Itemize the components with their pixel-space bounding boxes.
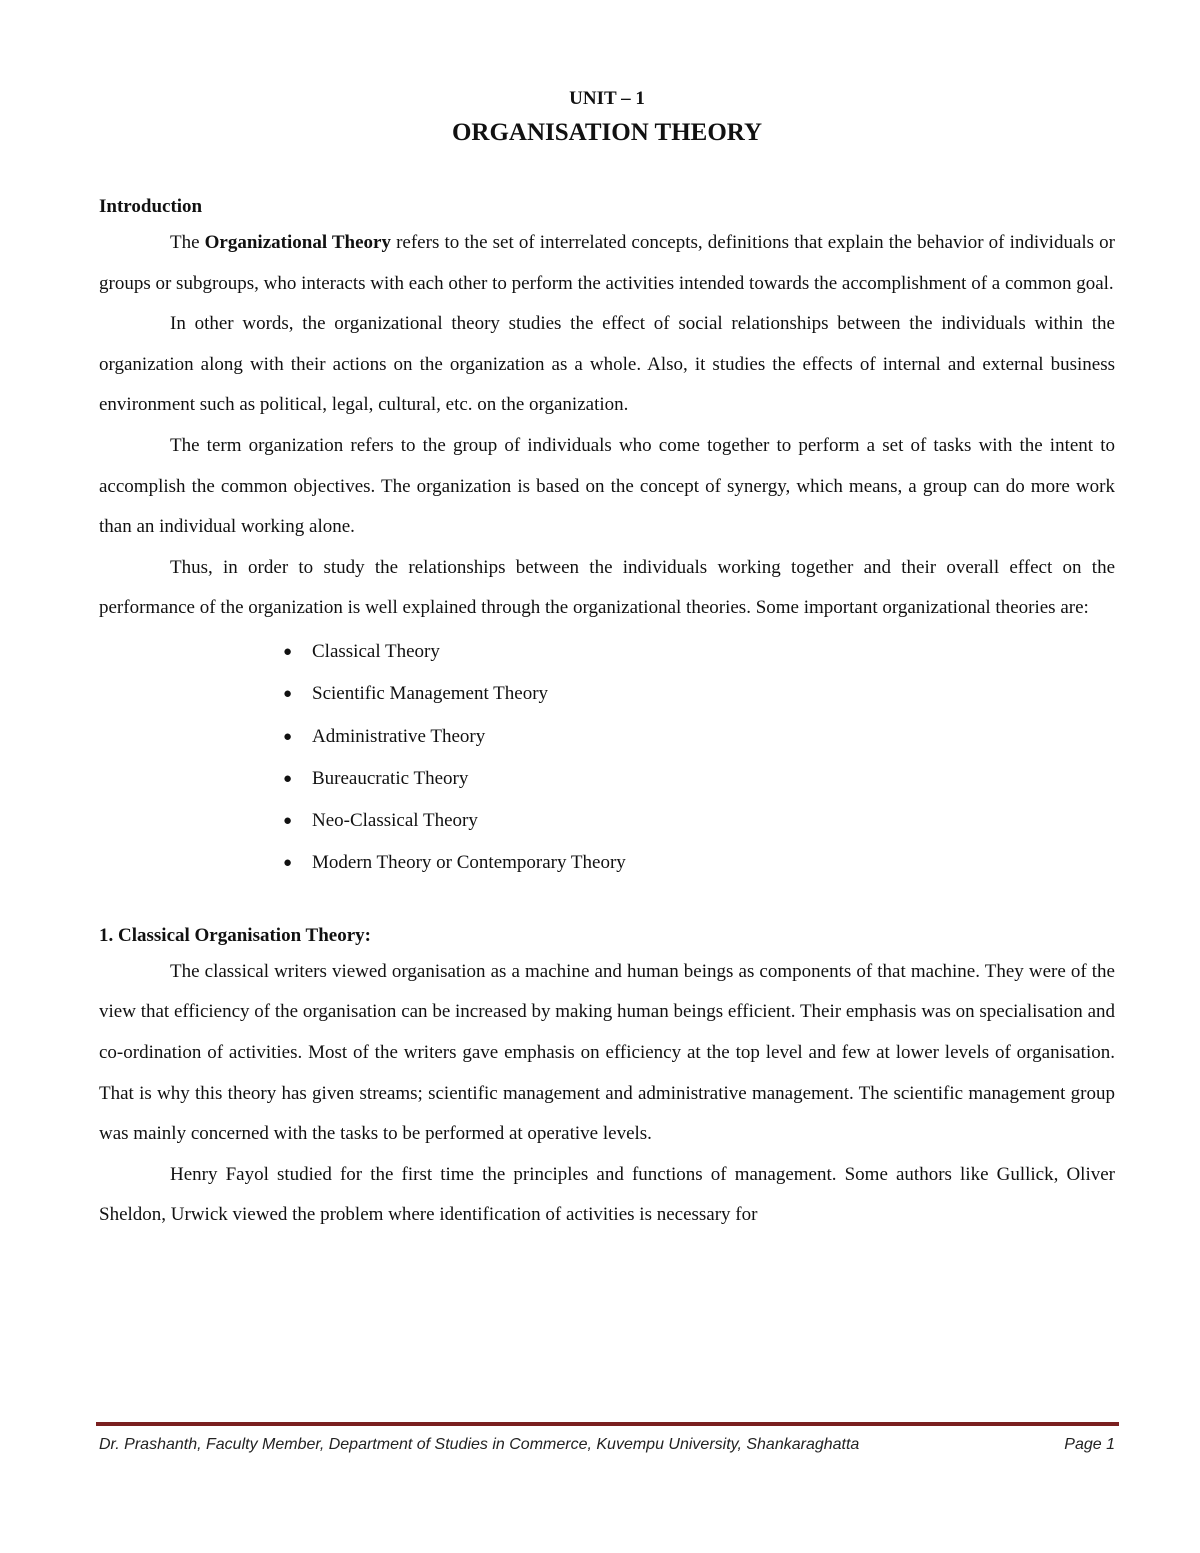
intro-bold-term: Organizational Theory bbox=[204, 232, 391, 253]
classical-paragraph-1: The classical writers viewed organisation as a machine and human beings as components of that machine. They were of the view that efficiency of the organisation can be increased by making human beings efficient. Their emphasis was on specialisation and co-ordination of activities. Most of the writers gave emphasis on efficiency at the top level and few at lower levels of organisation. That is why this theory has given streams; scientific management and administrative management. The scientific management group was mainly concerned with the tasks to be performed at operative levels. bbox=[99, 960, 1115, 1145]
bullet-icon: ● bbox=[283, 686, 293, 703]
bullet-icon: ● bbox=[283, 855, 293, 872]
intro-paragraph-3: The term organization refers to the group of individuals who come together to perform a set of tasks with the intent to accomplish the common objectives. The organization is based on the concept of synergy, which means, a group can do more work than an individual working alone. bbox=[99, 434, 1115, 538]
intro-paragraph-2: In other words, the organizational theory studies the effect of social relationships between the individuals within the organization along with their actions on the organization as a whole. Also, it studies the effects of internal and external business environment such as political, legal, cultural, etc. on the organization. bbox=[99, 313, 1115, 416]
page-content bbox=[99, 86, 1115, 1236]
list-item-label: Classical Theory bbox=[312, 640, 440, 662]
classical-paragraph-2: Henry Fayol studied for the first time the principles and functions of management. Some authors like Gullick, Oliver Sheldon, Urwick viewed the problem where identification of activities is necessary for bbox=[99, 1163, 1115, 1226]
theories-list bbox=[99, 631, 1115, 885]
bullet-icon: ● bbox=[283, 813, 293, 830]
intro-rest-text: refers to the set of interrelated concepts, definitions that explain the behavior of individuals or groups or subgroups, who interacts with each other to perform the activities intended towards the accomplishment of a common goal. bbox=[99, 232, 1115, 294]
list-item-label: Modern Theory or Contemporary Theory bbox=[312, 852, 626, 874]
list-item-label: Administrative Theory bbox=[312, 725, 486, 747]
footer-divider bbox=[96, 1422, 1119, 1426]
page-footer bbox=[99, 1436, 1115, 1454]
list-item-label: Bureaucratic Theory bbox=[312, 767, 469, 789]
section-heading-classical: 1. Classical Organisation Theory: bbox=[99, 924, 371, 946]
list-item bbox=[99, 716, 1115, 758]
page-number: Page 1 bbox=[1064, 1436, 1115, 1453]
bullet-icon: ● bbox=[283, 643, 293, 660]
section-heading-introduction: Introduction bbox=[99, 196, 203, 217]
list-item-label: Neo-Classical Theory bbox=[312, 810, 478, 832]
footer-author: Dr. Prashanth, Faculty Member, Department of Studies in Commerce, Kuvempu University, Shankaraghatta bbox=[99, 1436, 860, 1453]
intro-lead-text: The bbox=[170, 232, 205, 253]
list-item-label: Scientific Management Theory bbox=[312, 683, 549, 705]
list-item bbox=[99, 758, 1115, 800]
list-item bbox=[99, 800, 1115, 842]
intro-paragraph-1 bbox=[99, 223, 1115, 304]
page-title: ORGANISATION THEORY bbox=[451, 119, 763, 146]
list-item bbox=[99, 673, 1115, 715]
bullet-icon: ● bbox=[283, 770, 293, 787]
list-item bbox=[99, 631, 1115, 673]
list-item bbox=[99, 842, 1115, 884]
intro-paragraph-4: Thus, in order to study the relationships between the individuals working together and their overall effect on the performance of the organization is well explained through the organizational theories. Some important organizational theories are: bbox=[99, 556, 1115, 619]
bullet-icon: ● bbox=[283, 728, 293, 745]
unit-label: UNIT – 1 bbox=[569, 88, 645, 109]
